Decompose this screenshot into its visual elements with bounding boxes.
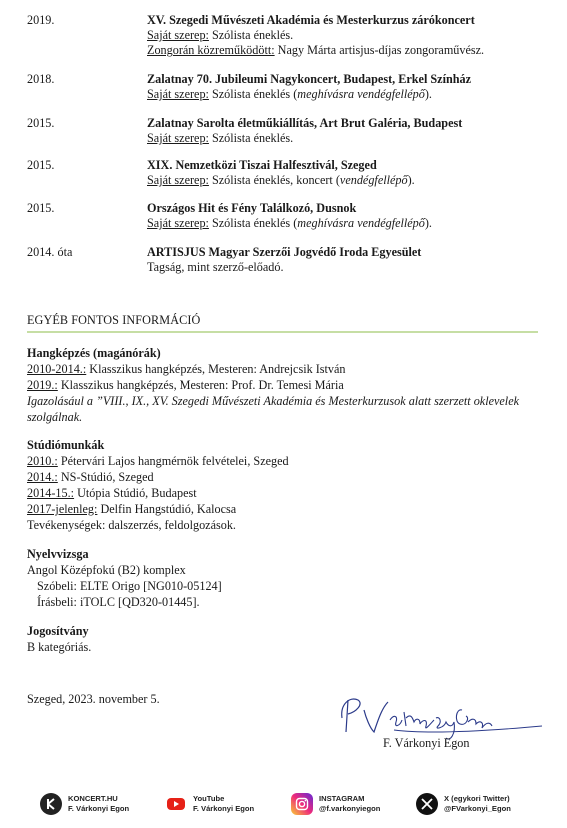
entry-title: Zalatnay Sarolta életműkiállítás, Art Brut Galéria, Budapest <box>147 116 463 130</box>
studio-block <box>27 437 547 533</box>
entry-text: Szólista éneklés. <box>208 131 294 146</box>
studio-text: Utópia Stúdió, Budapest <box>74 486 197 500</box>
entry-text: Szólista éneklés. <box>208 28 294 43</box>
entry-6 <box>27 245 547 275</box>
entry-label: Zongorán közreműködött: <box>147 43 275 58</box>
entry-italic: vendégfellépő <box>339 173 408 188</box>
footer-line2: @f.varkonyiegon <box>319 804 381 813</box>
studio-label: 2010.: <box>27 454 58 468</box>
entry-title: XV. Szegedi Művészeti Akadémia és Mesterkurzus zárókoncert <box>147 13 475 27</box>
footer-line1: X (egykori Twitter) <box>444 794 510 803</box>
footer-line1: YouTube <box>193 794 225 803</box>
entry-title: Országos Hit és Fény Találkozó, Dusnok <box>147 201 357 215</box>
voice-label: 2010-2014.: <box>27 362 87 376</box>
entry-year: 2019. <box>27 13 55 27</box>
entry-after: ). <box>424 216 432 231</box>
footer-koncert-link[interactable] <box>40 785 129 823</box>
entry-1 <box>27 13 547 59</box>
footer-line2: @FVarkonyi_Egon <box>444 804 511 813</box>
footer-x-link[interactable] <box>416 785 511 823</box>
entry-year: 2015. <box>27 116 55 130</box>
license-heading: Jogosítvány <box>27 624 89 638</box>
entry-4 <box>27 158 547 188</box>
entry-label: Saját szerep: <box>147 28 209 43</box>
voice-label: 2019.: <box>27 378 58 392</box>
x-icon <box>416 793 438 815</box>
place-date: Szeged, 2023. november 5. <box>27 692 160 706</box>
entry-year: 2018. <box>27 72 55 86</box>
koncert-icon <box>40 793 62 815</box>
studio-activities: Tevékenységek: dalszerzés, feldolgozások. <box>27 518 236 532</box>
entry-year: 2014. óta <box>27 245 73 259</box>
entry-text: Nagy Márta artisjus-díjas zongoraművész. <box>274 43 485 58</box>
signature-name: F. Várkonyi Egon <box>383 736 470 750</box>
language-oral: Szóbeli: ELTE Origo [NG010-05124] <box>37 579 222 593</box>
voice-note: Igazolásául a ”VIII., IX., XV. Szegedi Művészeti Akadémia és Mesterkurzusok alatt szerzett oklevelek szolgálnak. <box>27 394 520 424</box>
entry-text: Szólista éneklés, koncert ( <box>208 173 340 188</box>
studio-text: Pétervári Lajos hangmérnök felvételei, Szeged <box>57 454 289 468</box>
footer-line2: F. Várkonyi Egon <box>193 804 255 813</box>
footer-line1: INSTAGRAM <box>319 794 365 803</box>
entry-after: ). <box>407 173 415 188</box>
voice-training-block <box>27 345 547 425</box>
license-block <box>27 623 547 655</box>
studio-label: 2014.: <box>27 470 58 484</box>
studio-label: 2017-jelenleg: <box>27 502 98 516</box>
entry-italic: meghívásra vendégfellépő <box>297 216 425 231</box>
language-block <box>27 546 547 610</box>
entry-after: ). <box>424 87 432 102</box>
entry-title: Zalatnay 70. Jubileumi Nagykoncert, Budapest, Erkel Színház <box>147 72 472 86</box>
youtube-icon <box>165 793 187 815</box>
entry-title: XIX. Nemzetközi Tiszai Halfesztivál, Szeged <box>147 158 377 172</box>
studio-heading: Stúdiómunkák <box>27 438 105 452</box>
entry-text: Szólista éneklés ( <box>208 87 298 102</box>
entry-text: Tagság, mint szerző-előadó. <box>147 260 284 275</box>
footer-links <box>0 785 567 825</box>
studio-label: 2014-15.: <box>27 486 75 500</box>
voice-text: Klasszikus hangképzés, Mesteren: Prof. Dr. Temesi Mária <box>57 378 344 392</box>
entry-5 <box>27 201 547 231</box>
studio-text: NS-Stúdió, Szeged <box>57 470 154 484</box>
voice-heading: Hangképzés (magánórák) <box>27 346 161 360</box>
entry-label: Saját szerep: <box>147 87 209 102</box>
studio-text: Delfin Hangstúdió, Kalocsa <box>97 502 237 516</box>
entry-year: 2015. <box>27 158 55 172</box>
entry-title: ARTISJUS Magyar Szerzői Jogvédő Iroda Egyesület <box>147 245 422 259</box>
entry-2 <box>27 72 547 102</box>
language-heading: Nyelvvizsga <box>27 547 89 561</box>
voice-text: Klasszikus hangképzés, Mesteren: Andrejcsik István <box>86 362 346 376</box>
entry-label: Saját szerep: <box>147 131 209 146</box>
instagram-icon <box>291 793 313 815</box>
entry-3 <box>27 116 547 146</box>
language-line: Angol Középfokú (B2) komplex <box>27 563 186 577</box>
license-text: B kategóriás. <box>27 640 92 654</box>
entry-italic: meghívásra vendégfellépő <box>297 87 425 102</box>
footer-line1: KONCERT.HU <box>68 794 118 803</box>
entry-text: Szólista éneklés ( <box>208 216 298 231</box>
entry-label: Saját szerep: <box>147 173 209 188</box>
entry-label: Saját szerep: <box>147 216 209 231</box>
section-divider <box>27 331 538 333</box>
entry-year: 2015. <box>27 201 55 215</box>
section-title: EGYÉB FONTOS INFORMÁCIÓ <box>27 313 201 327</box>
language-written: Írásbeli: iTOLC [QD320-01445]. <box>37 595 200 609</box>
footer-youtube-link[interactable] <box>165 785 254 823</box>
footer-line2: F. Várkonyi Egon <box>68 804 130 813</box>
footer-instagram-link[interactable] <box>291 785 380 823</box>
